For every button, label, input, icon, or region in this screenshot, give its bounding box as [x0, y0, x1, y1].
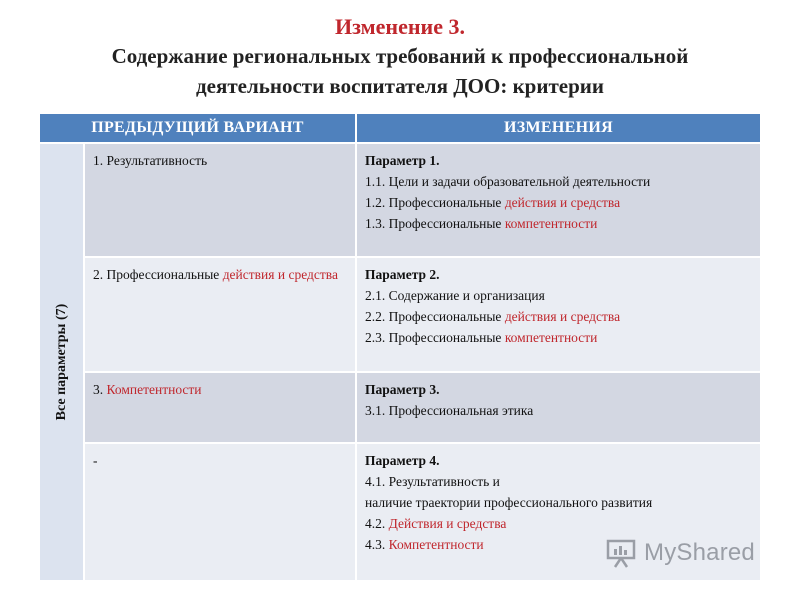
- parameter-1-title: Параметр 1.: [365, 153, 440, 168]
- parameter-2-cell: [357, 258, 760, 371]
- all-parameters-label: Все параметры (7): [53, 303, 69, 421]
- parameter-item: 2.2. Профессиональные действия и средства: [365, 309, 621, 324]
- presentation-board-icon: [606, 538, 638, 568]
- parameter-item: 3.1. Профессиональная этика: [365, 403, 534, 418]
- parameter-item: 4.1. Результативность и: [365, 474, 500, 489]
- parameter-item: 1.2. Профессиональные действия и средства: [365, 195, 621, 210]
- previous-criterion-4: [85, 444, 355, 580]
- parameter-2-title: Параметр 2.: [365, 267, 440, 282]
- criteria-table: [40, 114, 760, 580]
- criterion-text: 1. Результативность: [93, 153, 208, 168]
- parameter-item: 1.3. Профессиональные компетентности: [365, 216, 598, 231]
- previous-criterion-2: [85, 258, 355, 371]
- previous-criterion-3: [85, 373, 355, 442]
- parameter-item: 1.1. Цели и задачи образовательной деятельности: [365, 174, 651, 189]
- parameter-item: 2.3. Профессиональные компетентности: [365, 330, 598, 345]
- parameter-4-title: Параметр 4.: [365, 453, 440, 468]
- criterion-text: 2. Профессиональные: [93, 267, 223, 282]
- criterion-text: -: [93, 453, 98, 468]
- parameter-item: 4.2. Действия и средства: [365, 516, 507, 531]
- criterion-text: 3.: [93, 382, 107, 397]
- parameter-item: наличие траектории профессионального развития: [365, 495, 653, 510]
- header-previous-variant: ПРЕДЫДУЩИЙ ВАРИАНТ: [40, 114, 355, 142]
- criterion-highlight: Компетентности: [106, 382, 202, 397]
- slide-title-line-2: деятельности воспитателя ДОО: критерии: [196, 74, 604, 98]
- slide-title-change-number: Изменение 3.: [335, 14, 465, 39]
- all-parameters-column: [40, 144, 83, 580]
- previous-criterion-1: [85, 144, 355, 256]
- watermark-text: MyShared: [644, 539, 755, 566]
- parameter-item: 4.3. Компетентности: [365, 537, 484, 552]
- parameter-item: 2.1. Содержание и организация: [365, 288, 545, 303]
- parameter-1-cell: [357, 144, 760, 256]
- myshared-watermark: [606, 536, 766, 572]
- header-changes: ИЗМЕНЕНИЯ: [357, 114, 760, 142]
- parameter-3-cell: [357, 373, 760, 442]
- criterion-highlight: действия и средства: [222, 267, 338, 282]
- parameter-3-title: Параметр 3.: [365, 382, 440, 397]
- slide-title-line-1: Содержание региональных требований к профессиональной: [111, 44, 689, 68]
